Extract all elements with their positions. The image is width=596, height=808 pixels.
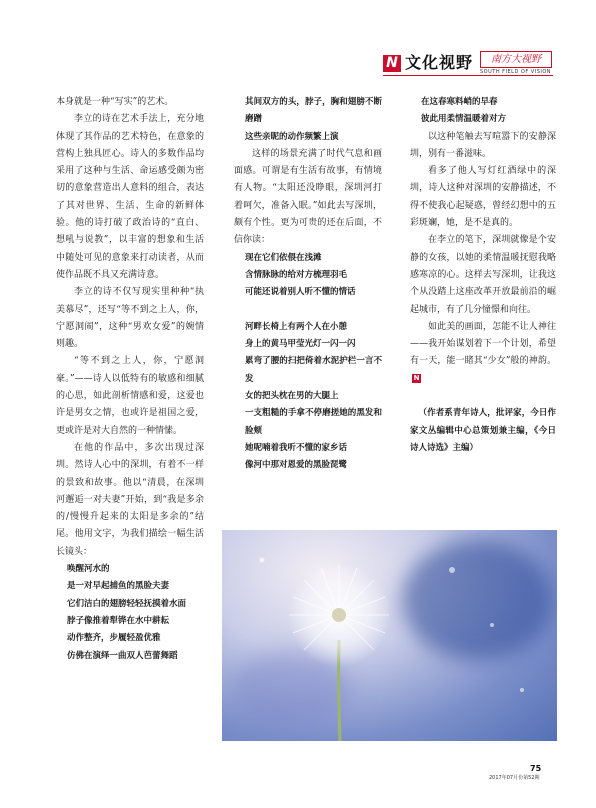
poem-line: 其间双方的头，脖子，胸和翅膀不断磨蹭: [245, 97, 382, 125]
header-rule: [383, 75, 553, 76]
paragraph-text: 如此美的画面，怎能不让人神往——我开始谋划着下一个计划，希望有一天，能一睹其“少女”般的神韵。: [410, 321, 556, 367]
poem-line: 动作整齐，步履轻盈优雅: [67, 633, 161, 644]
poem-line: 含情脉脉的给对方梳理羽毛: [245, 269, 348, 280]
poem-line: 一支粗糙的手拿不停磨搓她的黑发和脸颊: [245, 408, 382, 436]
paragraph: [410, 319, 556, 388]
brand-badge: 南方大视野: [480, 51, 552, 68]
author-bio: （作者系青年诗人，批评家，今日作家文丛编辑中心总策划兼主编，《今日诗人诗选》主编）: [410, 408, 556, 453]
poem-line: 仿佛在演绎一曲双人芭蕾舞蹈: [67, 650, 178, 661]
paragraph: 李立的诗不仅写现实里种种“执美慕尽”，还写“等不到之上人，你，宁愿洞闹”，这种“男欢女爱”的婉情则趣。: [56, 287, 204, 350]
poem-line: 是一对早起捕鱼的黑脸夫妻: [67, 581, 170, 592]
issue-label: 2017年07月份第52期: [489, 775, 540, 781]
poem-line: 身上的黄马甲莹光灯一闪一闪: [245, 339, 356, 350]
dandelion-photo: [222, 530, 557, 741]
poem-line: 可能还说着别人听不懂的情话: [245, 287, 356, 298]
paragraph: 李立的诗在艺术手法上，充分地体现了其作品的艺术特色，在意象的营构上独具匠心。诗人的多数作品均采用了这种与生活、命运感受颇为密切的意象营造出人意料的组合，表达了其对世界、生活、生命的新鲜体验。他的诗打破了政治诗的“直白、想吼与说教”，以丰富的想象和生活中随处可见的意象来打动读者，从而使作品既不具又充满诗意。: [56, 114, 204, 280]
paragraph: 看多了他人写灯红酒绿中的深圳，诗人这种对深圳的安静描述，不得不使我心起疑惑，曾经幻想中的五彩斑斓，她，是不是真的。: [410, 166, 556, 229]
poem-line: 女的把头枕在男的大腿上: [245, 391, 339, 402]
poem-line: 像河中那对恩爱的黑脸琵鹭: [245, 460, 348, 471]
stanza-break: [234, 302, 382, 319]
poem-line: 河畔长椅上有两个人在小憩: [245, 321, 348, 332]
dandelion-icon: [222, 530, 557, 741]
paragraph: 在他的作品中，多次出现过深圳。然诗人心中的深圳，有着不一样的景致和故事。他以“清晨，在深圳河邂逅一对夫妻”开始，到“我是多余的/慢慢升起来的太阳是多余的”结尾。他用文字，为我们描绘一幅生活长镜头：: [56, 442, 204, 557]
section-logo-icon: N: [383, 55, 401, 72]
paragraph: “等不到之上人，你，宁愿洞豪。”——诗人以低特有的敏感和细腻的心思，如此剖析情感和爱，这爱也许是男女之情，也或许是祖国之爱，更或许是对大自然的一种情愫。: [56, 356, 204, 436]
poem-line: 彼此用柔情温暖着对方: [421, 114, 507, 125]
section-subtitle: SOUTH FIELD OF VISION: [480, 69, 552, 75]
paragraph: 以这种笔触去写喧嚣下的安静深圳，别有一番滋味。: [410, 131, 556, 159]
section-title: 文化视野: [405, 53, 474, 72]
text-column-2: [234, 94, 382, 475]
poem-line: 这些亲昵的动作频繁上演: [245, 131, 339, 142]
section-header: [383, 51, 553, 81]
poem-line: 脖子像推着犁铧在水中耕耘: [67, 615, 170, 626]
spacer: [410, 388, 556, 405]
poem-line: 它们洁白的翅膀轻轻抚摸着水面: [67, 598, 187, 609]
poem-line: 累弯了腰的扫把倚着水泥护栏一言不发: [245, 356, 382, 384]
poem-line: 唤醒河水的: [67, 564, 110, 575]
text-column-1: [56, 94, 204, 665]
page-number: 75: [530, 764, 542, 773]
poem-line: 她呢喃着我听不懂的家乡话: [245, 442, 348, 453]
end-mark-icon: N: [413, 373, 420, 382]
poem-line: 现在它们依偎在浅滩: [245, 252, 322, 263]
paragraph: 这样的场景充满了时代气息和画面感。可谓是有生活有故事，有情境有人物。“太阳还没睁眼，深圳河打着呵欠，准备入眠。”如此去写深圳，颇有个性。更为可贵的还在后面，不信你读：: [234, 148, 382, 246]
text-column-3: [410, 94, 556, 457]
poem-line: 在这春寒料峭的早春: [421, 97, 498, 107]
paragraph: 本身就是一种“写实”的艺术。: [56, 97, 174, 107]
paragraph: 在李立的笔下，深圳就像是个安静的女孩，以她的柔情温暖抚慰我略感寒凉的心。这样去写深圳，让我这个从没踏上这座改革开放最前沿的崛起城市，有了几分憧憬和向往。: [410, 235, 556, 315]
